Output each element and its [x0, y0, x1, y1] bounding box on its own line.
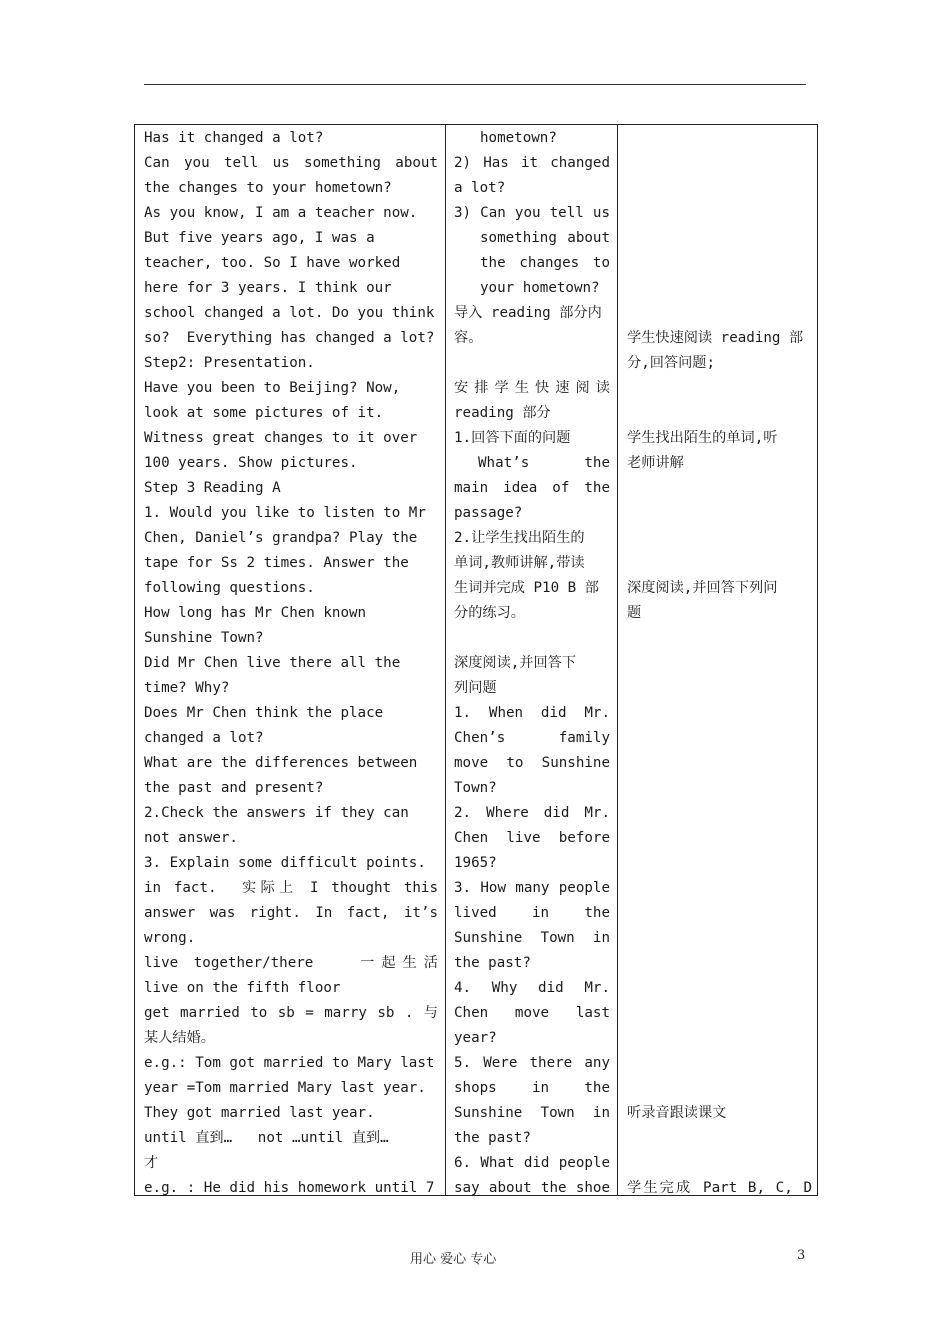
table-cell-line: until 直到… not …until 直到…	[144, 1130, 389, 1146]
table-cell-line: year?	[454, 1030, 497, 1046]
teacher-activity-column	[135, 125, 446, 1195]
table-cell-line: the past?	[454, 1130, 531, 1146]
table-cell-line: 老师讲解	[627, 455, 684, 471]
table-cell-line: Chen’s family	[454, 730, 610, 746]
design-intent-column	[446, 125, 618, 1195]
table-cell-line: a lot?	[454, 180, 506, 196]
table-cell-line: But five years ago, I was a	[144, 230, 375, 246]
table-cell-line: 1. Would you like to listen to Mr	[144, 505, 426, 521]
table-cell-line: your hometown?	[480, 280, 600, 296]
table-cell-line: teacher, too. So I have worked	[144, 255, 401, 271]
table-cell-line: reading 部分	[454, 405, 551, 421]
table-cell-line: How long has Mr Chen known	[144, 605, 367, 621]
table-cell-line: 分的练习。	[454, 605, 525, 621]
table-cell-line: e.g.: Tom got married to Mary last	[144, 1055, 435, 1071]
table-cell-line: 3. How many people	[454, 880, 610, 896]
table-cell-line: 2.让学生找出陌生的	[454, 530, 585, 546]
table-cell-line: 才	[144, 1155, 159, 1171]
table-cell-line: 单词,教师讲解,带读	[454, 555, 585, 571]
table-cell-line: 4. Why did Mr.	[454, 980, 610, 996]
page-number: 3	[797, 1248, 806, 1263]
table-cell-line: 生词并完成 P10 B 部	[454, 580, 599, 596]
table-cell-line: the changes to your hometown?	[144, 180, 392, 196]
table-cell-line: Chen, Daniel’s grandpa? Play the	[144, 530, 418, 546]
table-cell-line: Sunshine Town in	[454, 1105, 610, 1121]
table-cell-line: 2) Has it changed	[454, 155, 610, 171]
table-cell-line: 题	[627, 605, 642, 621]
table-cell-line: the past?	[454, 955, 531, 971]
table-cell-line: something about	[480, 230, 610, 246]
table-cell-line: 导入 reading 部分内	[454, 305, 602, 321]
table-cell-line: Has it changed a lot?	[144, 130, 324, 146]
table-cell-line: 某人结婚。	[144, 1030, 215, 1046]
table-cell-line: Step 3 Reading A	[144, 480, 281, 496]
table-cell-line: school changed a lot. Do you think	[144, 305, 435, 321]
table-cell-line: 2.Check the answers if they can	[144, 805, 409, 821]
table-cell-line: e.g. : He did his homework until 7	[144, 1180, 435, 1195]
table-cell-line: so? Everything has changed a lot?	[144, 330, 435, 346]
table-cell-line: tape for Ss 2 times. Answer the	[144, 555, 409, 571]
table-cell-line: say about the shoe	[454, 1180, 610, 1195]
table-cell-line: 100 years. Show pictures.	[144, 455, 358, 471]
lesson-plan-table	[134, 124, 818, 1196]
table-cell-line: 6. What did people	[454, 1155, 610, 1171]
table-cell-line: 学生找出陌生的单词,听	[627, 430, 778, 446]
table-cell-line: What’s the	[478, 455, 610, 471]
table-cell-line: 深度阅读,并回答下	[454, 655, 577, 671]
table-cell-line: lived in the	[454, 905, 610, 921]
table-cell-line: Step2: Presentation.	[144, 355, 315, 371]
table-cell-line: 3) Can you tell us	[454, 205, 610, 221]
table-cell-line: What are the differences between	[144, 755, 418, 771]
student-activity-column	[618, 125, 817, 1195]
table-cell-line: look at some pictures of it.	[144, 405, 384, 421]
table-cell-line: Witness great changes to it over	[144, 430, 418, 446]
table-cell-line: live together/there 一起生活	[144, 955, 438, 971]
table-cell-line: Does Mr Chen think the place	[144, 705, 384, 721]
table-cell-line: the past and present?	[144, 780, 324, 796]
table-cell-line: passage?	[454, 505, 523, 521]
table-cell-line: 列问题	[454, 680, 497, 696]
table-cell-line: main idea of the	[454, 480, 610, 496]
table-cell-line: 1. When did Mr.	[454, 705, 610, 721]
table-cell-line: 1965?	[454, 855, 497, 871]
table-cell-line: Chen move last	[454, 1005, 610, 1021]
table-cell-line: wrong.	[144, 930, 196, 946]
table-cell-line: the changes to	[480, 255, 610, 271]
table-cell-line: Can you tell us something about	[144, 155, 438, 171]
table-cell-line: They got married last year.	[144, 1105, 375, 1121]
table-cell-line: 听录音跟读课文	[627, 1105, 727, 1121]
table-cell-line: Did Mr Chen live there all the	[144, 655, 401, 671]
table-cell-line: 学生完成 Part B, C, D	[627, 1180, 812, 1195]
table-cell-line: in fact. 实际上 I thought this	[144, 880, 438, 896]
table-cell-line: hometown?	[480, 130, 557, 146]
table-cell-line: Sunshine Town?	[144, 630, 264, 646]
table-cell-line: 深度阅读,并回答下列问	[627, 580, 778, 596]
table-cell-line: Have you been to Beijing? Now,	[144, 380, 401, 396]
table-cell-line: here for 3 years. I think our	[144, 280, 392, 296]
table-cell-line: answer was right. In fact, it’s	[144, 905, 438, 921]
table-cell-line: 分,回答问题;	[627, 355, 716, 371]
table-cell-line: Town?	[454, 780, 497, 796]
table-cell-line: 5. Were there any	[454, 1055, 610, 1071]
table-cell-line: get married to sb = marry sb . 与	[144, 1005, 438, 1021]
table-cell-line: As you know, I am a teacher now.	[144, 205, 418, 221]
table-cell-line: time? Why?	[144, 680, 230, 696]
table-cell-line: not answer.	[144, 830, 238, 846]
table-cell-line: 3. Explain some difficult points.	[144, 855, 426, 871]
table-cell-line: year =Tom married Mary last year.	[144, 1080, 426, 1096]
table-cell-line: Sunshine Town in	[454, 930, 610, 946]
footer-motto: 用心 爱心 专心	[410, 1252, 497, 1267]
table-cell-line: changed a lot?	[144, 730, 264, 746]
table-cell-line: 容。	[454, 330, 483, 346]
table-cell-line: 2. Where did Mr.	[454, 805, 610, 821]
table-cell-line: 安排学生快速阅读	[454, 380, 610, 396]
table-cell-line: shops in the	[454, 1080, 610, 1096]
table-cell-line: 学生快速阅读 reading 部	[627, 330, 804, 346]
table-cell-line: following questions.	[144, 580, 315, 596]
table-cell-line: Chen live before	[454, 830, 610, 846]
header-rule	[144, 84, 806, 85]
table-cell-line: 1.回答下面的问题	[454, 430, 571, 446]
table-cell-line: live on the fifth floor	[144, 980, 341, 996]
table-cell-line: move to Sunshine	[454, 755, 610, 771]
